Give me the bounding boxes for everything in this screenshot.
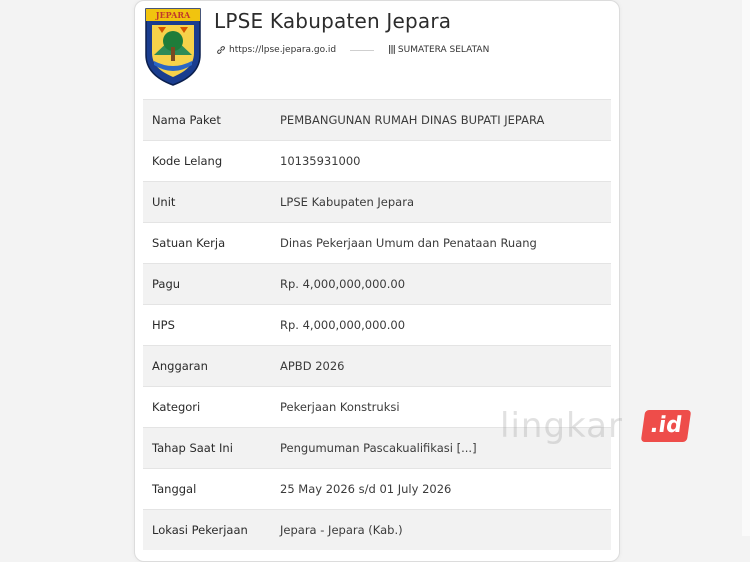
row-label: Anggaran [152, 359, 208, 373]
row-value: Rp. 4,000,000,000.00 [280, 277, 406, 291]
row-value: LPSE Kabupaten Jepara [280, 195, 415, 209]
row-label: Kode Lelang [152, 154, 223, 168]
table-row [143, 181, 611, 222]
row-value: 10135931000 [280, 154, 361, 168]
tender-detail-table [143, 99, 611, 550]
meta-divider [350, 50, 374, 51]
row-label: Kategori [152, 400, 201, 414]
row-value: Dinas Pekerjaan Umum dan Penataan Ruang [280, 236, 537, 250]
link-icon [216, 45, 226, 55]
table-row [143, 468, 611, 509]
table-row [143, 99, 611, 140]
row-value: Pengumuman Pascakualifikasi [...] [280, 441, 477, 455]
watermark-badge: .id [641, 410, 691, 442]
site-meta [216, 45, 489, 55]
row-value: Pekerjaan Konstruksi [280, 400, 400, 414]
row-value: 25 May 2026 s/d 01 July 2026 [280, 482, 452, 496]
bars-icon: ||| [388, 45, 395, 55]
table-row [143, 304, 611, 345]
row-value: Jepara - Jepara (Kab.) [280, 523, 403, 537]
row-value: PEMBANGUNAN RUMAH DINAS BUPATI JEPARA [280, 113, 545, 127]
row-label: Satuan Kerja [152, 236, 226, 250]
table-row [143, 263, 611, 304]
row-label: Unit [152, 195, 176, 209]
row-label: Lokasi Pekerjaan [152, 523, 248, 537]
site-url-link[interactable]: https://lpse.jepara.go.id [229, 45, 337, 55]
jepara-emblem-logo [144, 7, 202, 87]
table-row [143, 222, 611, 263]
row-label: Tahap Saat Ini [152, 441, 233, 455]
row-label: HPS [152, 318, 175, 332]
svg-text:JEPARA: JEPARA [155, 10, 191, 20]
row-label: Nama Paket [152, 113, 221, 127]
region-label: SUMATERA SELATAN [397, 45, 490, 55]
row-value: APBD 2026 [280, 359, 345, 373]
scrollbar[interactable] [742, 0, 750, 536]
table-row [143, 509, 611, 550]
watermark-text: lingkar [500, 406, 623, 446]
row-label: Pagu [152, 277, 181, 291]
row-label: Tanggal [152, 482, 197, 496]
page-title: LPSE Kabupaten Jepara [214, 9, 452, 33]
table-row [143, 140, 611, 181]
table-row [143, 345, 611, 386]
row-value: Rp. 4,000,000,000.00 [280, 318, 406, 332]
tender-card [134, 0, 620, 562]
